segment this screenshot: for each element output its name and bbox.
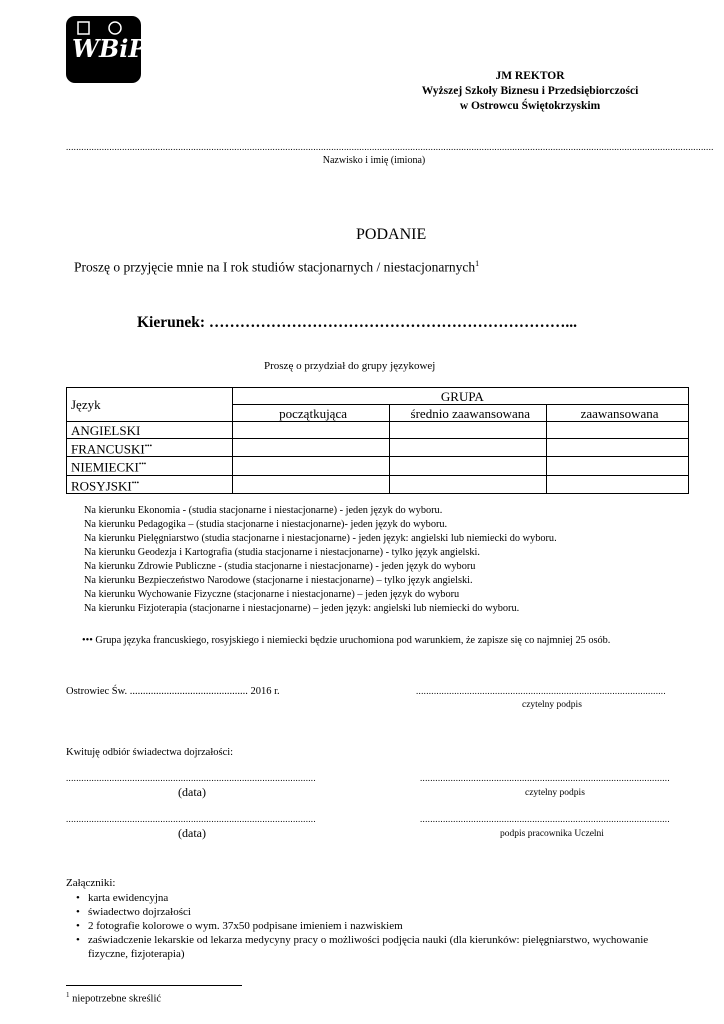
list-item: Na kierunku Zdrowie Publiczne - (studia stacjonarne i niestacjonarne) - jeden język do wyboru <box>84 561 476 572</box>
level-header-advanced: zaawansowana <box>547 405 689 422</box>
signature-dotted-line[interactable]: .................................................................................................. <box>416 686 666 696</box>
place-date-field[interactable]: Ostrowiec Św. ............................................. 2016 r. <box>66 686 280 697</box>
name-field-label: Nazwisko i imię (imiona) <box>322 155 426 166</box>
language-english: ANGIELSKI <box>67 422 233 439</box>
cell-russian-beginner[interactable] <box>232 475 390 493</box>
table-row <box>67 457 689 475</box>
bullet-icon: • <box>76 892 80 904</box>
cell-french-beginner[interactable] <box>232 439 390 457</box>
table-row <box>67 475 689 493</box>
footnote: $^1$ niepotrzebne skreślić <box>66 991 162 1005</box>
cell-english-beginner[interactable] <box>232 422 390 439</box>
header-line-1: JM REKTOR <box>495 70 565 82</box>
list-item: Na kierunku Wychowanie Fizyczne (stacjonarne i niestacjonarne) – jeden język do wyboru <box>84 589 460 600</box>
footnote-divider <box>66 985 242 986</box>
staff-date-dotted-line[interactable]: .................................................................................................. <box>66 814 316 824</box>
group-request-text: Proszę o przydział do grupy językowej <box>264 360 436 372</box>
cell-german-beginner[interactable] <box>232 457 390 475</box>
language-group-table <box>66 387 689 494</box>
table-row <box>67 439 689 457</box>
level-header-intermediate: średnio zaawansowana <box>390 405 547 422</box>
list-item: Na kierunku Fizjoterapia (stacjonarne i niestacjonarne) – jeden język: angielski lub niemiecki do wyboru. <box>84 603 520 614</box>
language-french: FRANCUSKI••• <box>67 439 233 457</box>
cell-english-advanced[interactable] <box>547 422 689 439</box>
signature-label: czytelny podpis <box>522 700 582 710</box>
bullet-icon: • <box>76 906 80 918</box>
header-line-3: w Ostrowcu Świętokrzyskim <box>459 100 601 112</box>
header-line-2: Wyższej Szkoły Biznesu i Przedsiębiorczości <box>421 85 639 97</box>
attachments-list <box>76 891 678 961</box>
request-text: Proszę o przyjęcie mnie na I rok studiów stacjonarnych / niestacjonarnych$^1$ <box>74 259 480 275</box>
bullet-icon: • <box>76 920 80 932</box>
bullet-icon: • <box>76 934 80 946</box>
list-item: Na kierunku Pedagogika – (studia stacjonarne i niestacjonarne)- jeden język do wyboru. <box>84 519 448 530</box>
cell-french-advanced[interactable] <box>547 439 689 457</box>
attachments-title: Załączniki: <box>66 877 116 889</box>
language-german: NIEMIECKI••• <box>67 457 233 475</box>
staff-signature-label: podpis pracownika Uczelni <box>500 829 604 839</box>
table-header-group: GRUPA <box>232 388 688 405</box>
signature-label-2: czytelny podpis <box>525 788 585 798</box>
list-item: Na kierunku Geodezja i Kartografia (studia stacjonarne i niestacjonarne) - tylko język angielski. <box>84 547 480 558</box>
cell-german-advanced[interactable] <box>547 457 689 475</box>
list-item: • zaświadczenie lekarskie od lekarza medycyny pracy o możliwości podjęcia nauki (dla kierunków: pielęgniarstwo, wychowanie fizyczne, fizjoterapia) <box>76 934 649 960</box>
list-item: Na kierunku Bezpieczeństwo Narodowe (stacjonarne i niestacjonarne) – tylko język angielski. <box>84 575 473 586</box>
receipt-label: Kwituję odbiór świadectwa dojrzałości: <box>66 747 234 758</box>
cell-russian-intermediate[interactable] <box>390 475 547 493</box>
cell-english-intermediate[interactable] <box>390 422 547 439</box>
cell-german-intermediate[interactable] <box>390 457 547 475</box>
directions-list <box>84 504 557 616</box>
page-title: PODANIE <box>356 226 427 243</box>
list-item: • 2 fotografie kolorowe o wym. 37x50 podpisane imieniem i nazwiskiem <box>76 920 403 932</box>
list-item: Na kierunku Pielęgniarstwo (studia stacjonarne i niestacjonarne) - jeden język: angielski lub niemiecki do wyboru. <box>84 533 557 544</box>
language-russian: ROSYJSKI••• <box>67 475 233 493</box>
receipt-date-dotted-line[interactable]: .................................................................................................. <box>66 773 316 783</box>
cell-french-intermediate[interactable] <box>390 439 547 457</box>
cell-russian-advanced[interactable] <box>547 475 689 493</box>
date-label: (data) <box>178 785 206 799</box>
table-header-language: Język <box>67 388 233 422</box>
list-item: • karta ewidencyjna <box>76 892 169 904</box>
level-header-beginner: początkująca <box>232 405 390 422</box>
logo-text: WBiP <box>72 34 147 63</box>
group-note: ••• Grupa języka francuskiego, rosyjskiego i niemiecki będzie uruchomiona pod warunkiem, że zapisze się co najmniej 25 osób. <box>82 635 611 646</box>
receipt-signature-dotted-line[interactable]: .................................................................................................. <box>420 773 670 783</box>
date-label-2: (data) <box>178 826 206 840</box>
table-row <box>67 422 689 439</box>
kierunek-field[interactable]: Kierunek: ……………………………………………………………... <box>137 314 578 331</box>
list-item: Na kierunku Ekonomia - (studia stacjonarne i niestacjonarne) - jeden język do wyboru. <box>84 505 443 516</box>
name-dotted-line[interactable]: .............................................................................................................................................................................................................................................................. <box>66 142 714 152</box>
staff-signature-dotted-line[interactable]: .................................................................................................. <box>420 814 670 824</box>
school-logo <box>66 16 147 83</box>
list-item: • świadectwo dojrzałości <box>76 906 191 918</box>
